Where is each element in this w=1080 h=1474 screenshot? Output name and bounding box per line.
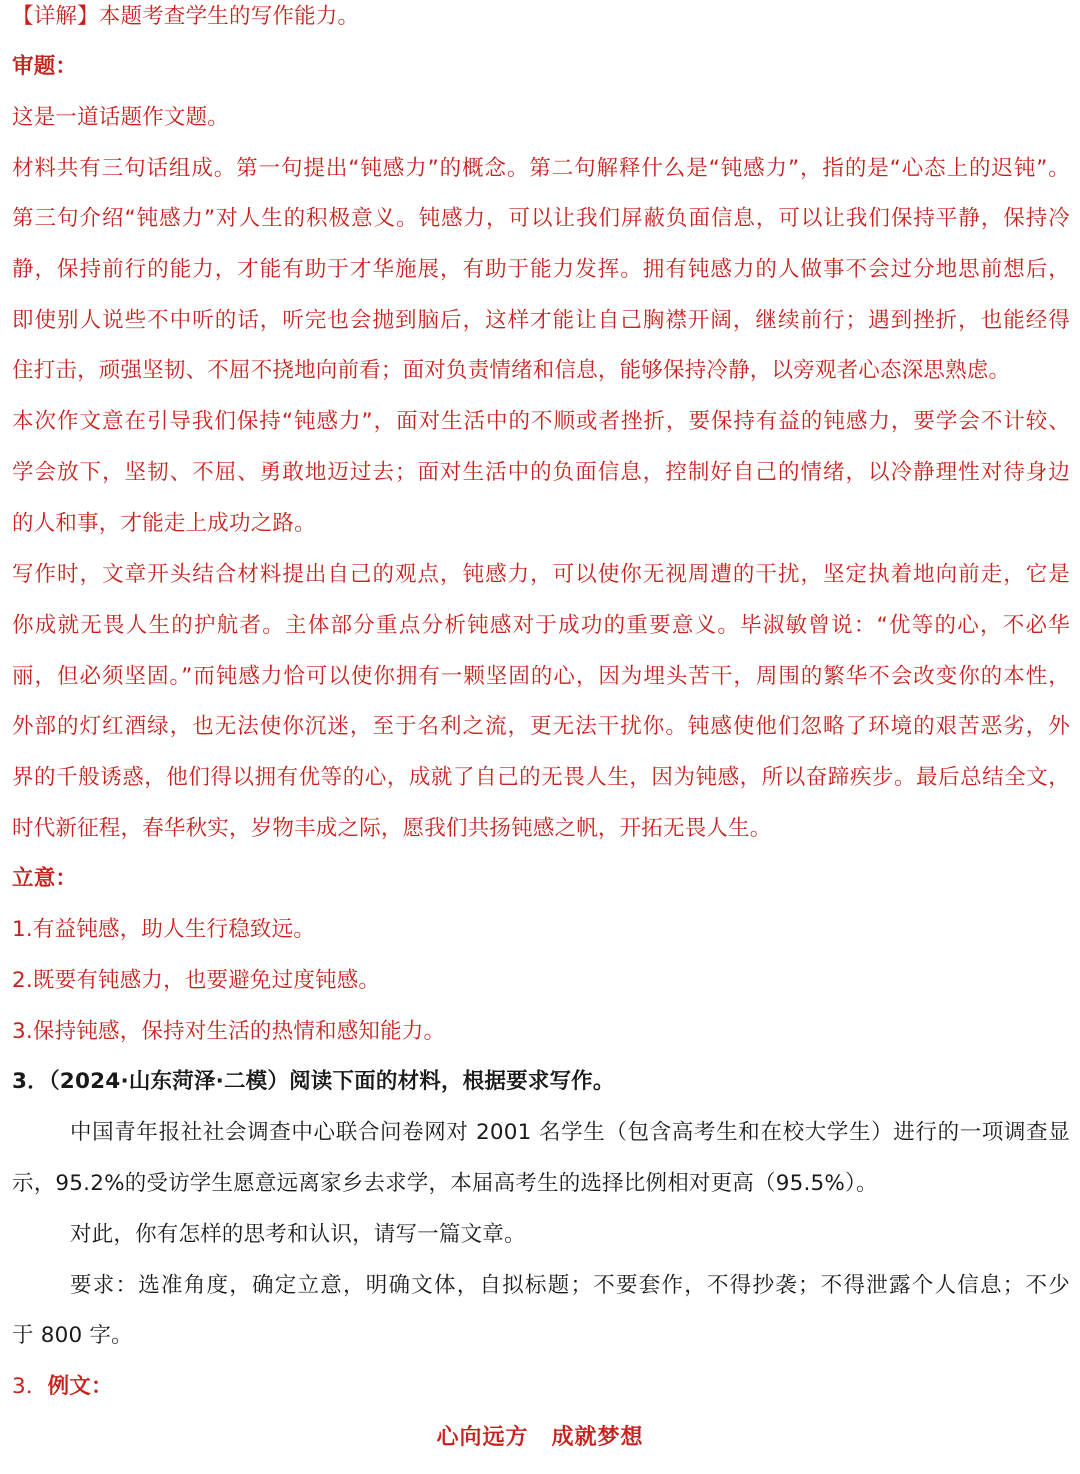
question-prompt: 对此，你有怎样的思考和认识，请写一篇文章。	[70, 1222, 526, 1247]
liyi-label: 立意：	[12, 866, 78, 891]
explanation-line: 的人和事，才能走上成功之路。	[12, 511, 316, 536]
example-essay-title: 心向远方 成就梦想	[436, 1425, 644, 1450]
material-line: 示，95.2%的受访学生愿意远离家乡去求学，本届高考生的选择比例相对更高（95.5%）。	[12, 1171, 878, 1196]
explanation-line: 这是一道话题作文题。	[12, 105, 230, 130]
explanation-line: 本次作文意在引导我们保持“钝感力”，面对生活中的不顺或者挫折，要保持有益的钝感力，要学会不计较、	[12, 409, 1070, 434]
explanation-line: 外部的灯红酒绿，也无法使你沉迷，至于名利之流，更无法干扰你。钝感使他们忽略了环境的艰苦恶劣，外	[12, 714, 1070, 739]
liyi-item: 1.有益钝感，助人生行稳致远。	[12, 917, 316, 942]
explanation-line: 界的千般诱惑，他们得以拥有优等的心，成就了自己的无畏人生，因为钝感，所以奋蹄疾步。最后总结全文，	[12, 765, 1070, 790]
shenti-label: 审题：	[12, 54, 78, 79]
question-heading: 3．（2024·山东菏泽·二模）阅读下面的材料，根据要求写作。	[12, 1069, 615, 1094]
liyi-item: 2.既要有钝感力，也要避免过度钝感。	[12, 968, 381, 993]
material-line: 中国青年报社社会调查中心联合问卷网对 2001 名学生（包含高考生和在校大学生）进行的一项调查显	[70, 1120, 1070, 1145]
explanation-line: 学会放下，坚韧、不屈、勇敢地迈过去；面对生活中的负面信息，控制好自己的情绪，以冷静理性对待身边	[12, 460, 1070, 485]
explanation-line: 你成就无畏人生的护航者。主体部分重点分析钝感对于成功的重要意义。毕淑敏曾说：“优等的心，不必华	[12, 613, 1070, 638]
example-number: 3．	[12, 1374, 48, 1399]
explanation-line: 静，保持前行的能力，才能有助于才华施展，有助于能力发挥。拥有钝感力的人做事不会过分地思前想后，	[12, 257, 1070, 282]
explanation-line: 第三句介绍“钝感力”对人生的积极意义。钝感力，可以让我们屏蔽负面信息，可以让我们保持平静，保持冷	[12, 206, 1070, 231]
explanation-line: 材料共有三句话组成。第一句提出“钝感力”的概念。第二句解释什么是“钝感力”，指的是“心态上的迟钝”。	[12, 156, 1070, 181]
explanation-line: 丽，但必须坚固。”而钝感力恰可以使你拥有一颗坚固的心，因为埋头苦干，周围的繁华不会改变你的本性，	[12, 664, 1070, 689]
liyi-item: 3.保持钝感，保持对生活的热情和感知能力。	[12, 1019, 446, 1044]
requirement-line: 于 800 字。	[12, 1323, 133, 1348]
explanation-line: 写作时，文章开头结合材料提出自己的观点，钝感力，可以使你无视周遭的干扰，坚定执着地向前走，它是	[12, 562, 1070, 587]
explanation-line: 即使别人说些不中听的话，听完也会抛到脑后，这样才能让自己胸襟开阔，继续前行；遇到挫折，也能经得	[12, 308, 1070, 333]
explanation-line: 时代新征程，春华秋实，岁物丰成之际，愿我们共扬钝感之帆，开拓无畏人生。	[12, 816, 772, 841]
explanation-header: 【详解】本题考查学生的写作能力。	[12, 4, 360, 29]
requirement-line: 要求：选准角度，确定立意，明确文体，自拟标题；不要套作，不得抄袭；不得泄露个人信息；不少	[70, 1273, 1070, 1298]
example-label: 例文：	[47, 1374, 113, 1399]
explanation-line: 住打击，顽强坚韧、不屈不挠地向前看；面对负责情绪和信息，能够保持冷静，以旁观者心态深思熟虑。	[12, 358, 1011, 383]
example-heading	[12, 1370, 1070, 1404]
